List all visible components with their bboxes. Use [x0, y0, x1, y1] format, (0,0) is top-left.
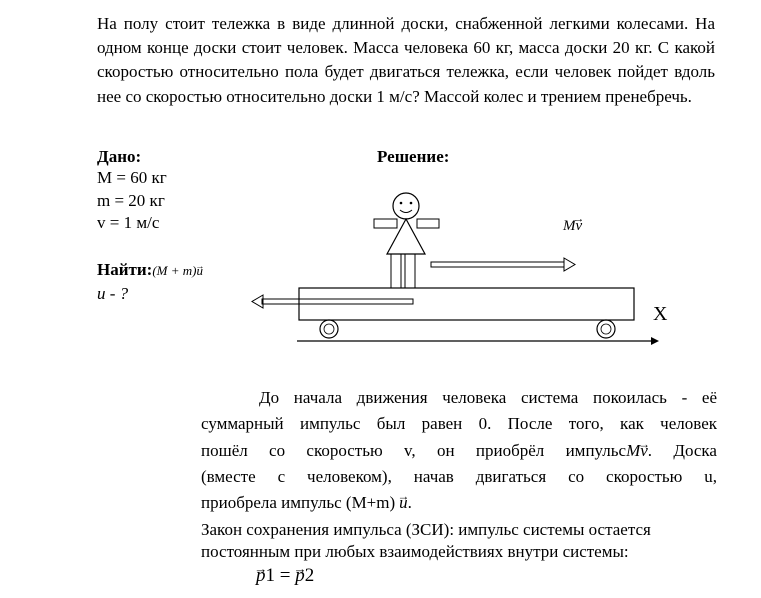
person-head: [393, 193, 419, 219]
cart-wheel-right: [597, 320, 615, 338]
person-leg-left: [391, 254, 401, 288]
person-eye-left: [400, 202, 403, 205]
cart-wheel-left: [320, 320, 338, 338]
person-smile: [400, 210, 412, 213]
cart-momentum-arrow: [262, 299, 413, 304]
person-eye-right: [410, 202, 413, 205]
solution-line-2: суммарный импульс был равен 0. После того, как человек: [201, 414, 717, 433]
solution-line-4: (вместе с человеком), начав двигаться со скоростью u,: [201, 467, 717, 486]
solution-heading: Решение:: [377, 147, 450, 166]
law-line-2: постоянным при любых взаимодействиях внутри системы:: [201, 542, 629, 561]
given-item-mass-board: m = 20 кг: [97, 191, 165, 210]
given-item-velocity: v = 1 м/с: [97, 213, 160, 232]
solution-line-3: пошёл со скоростью v, он приобрёл импульсM→ v. Доска: [201, 440, 717, 462]
person-arm-left: [374, 219, 397, 228]
find-formula: (M + m)→ u: [152, 263, 203, 278]
find-heading: Найти:: [97, 260, 153, 279]
momentum-label: M→ v: [563, 216, 582, 236]
person-momentum-arrow: [431, 262, 564, 267]
given-item-mass-man: M = 60 кг: [97, 168, 167, 187]
problem-text: На полу стоит тележка в виде длинной доски, снабженной легкими колесами. На одном конце доски стоит человек. Масса человека 60 кг, масса доски 20 кг. С какой скоростью относительно пола будет двигаться тележка, если человек пойдет вдоль нее со скоростью относительно доски 1 м/с? Массой колес и трением пренебречь.: [97, 14, 715, 106]
law-line-1: Закон сохранения импульса (ЗСИ): импульс системы остается: [201, 520, 651, 539]
solution-line-1: До начала движения человека система покоилась - её: [259, 388, 717, 407]
person-arm-right: [417, 219, 439, 228]
find-item: u - ?: [97, 284, 129, 303]
solution-line-5: приобрела импульс (M+m)→ u.: [201, 492, 717, 514]
person-leg-right: [405, 254, 415, 288]
axis-label-x: X: [653, 303, 668, 325]
momentum-equation: → p1 = → p2: [256, 564, 314, 588]
person-body: [387, 219, 425, 254]
given-heading: Дано:: [97, 147, 142, 166]
